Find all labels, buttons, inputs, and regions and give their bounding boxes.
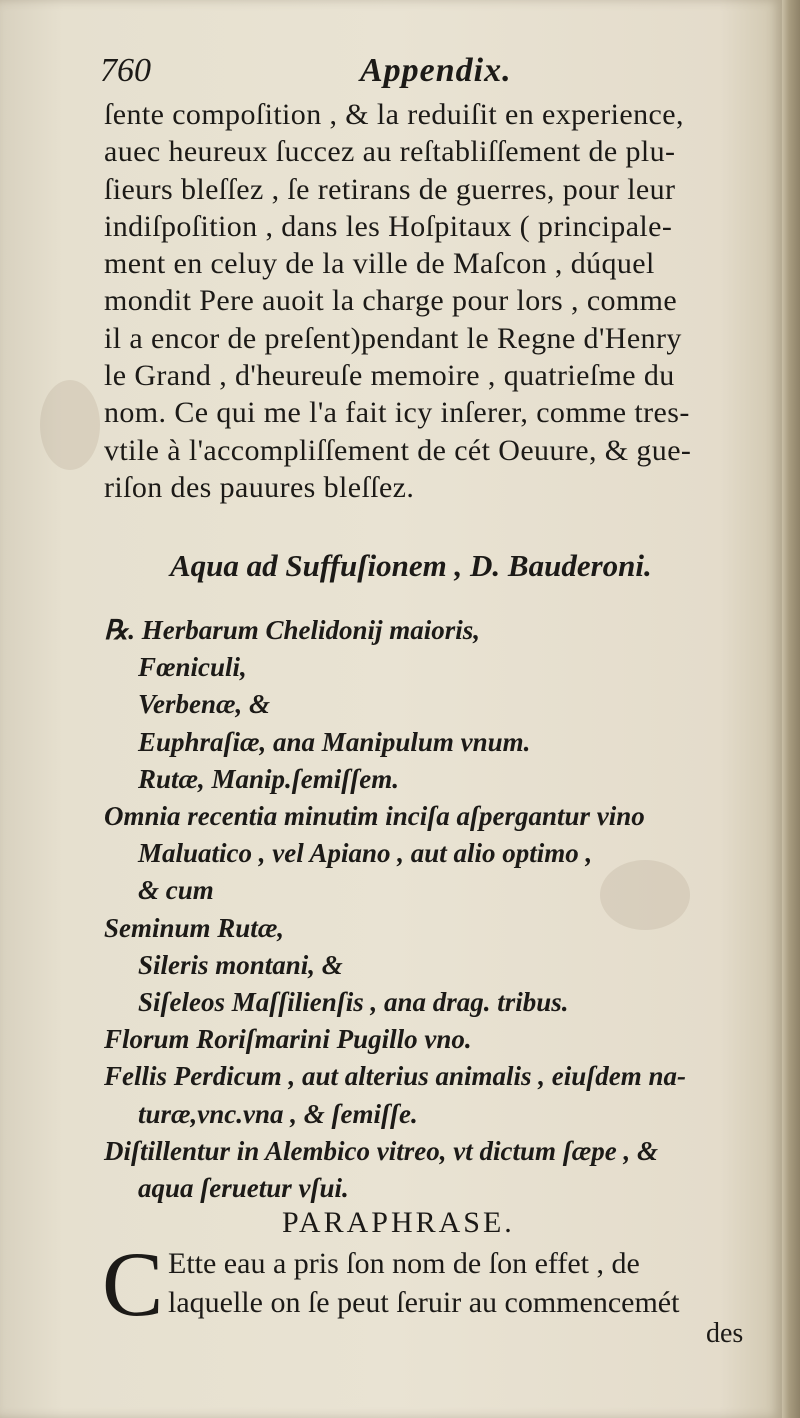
recipe-line: Fœniculi, [138, 652, 247, 683]
paper-stain [40, 380, 100, 470]
recipe-line: & cum [138, 875, 214, 906]
page-number: 760 [100, 52, 151, 89]
text-line: nom. Ce qui me l'a fait icy inſerer, comme tres- [104, 396, 690, 430]
paraphrase-heading: PARAPHRASE. [282, 1206, 515, 1239]
text-line: indiſpoſition , dans les Hoſpitaux ( principale- [104, 209, 673, 243]
text-line: le Grand , d'heureuſe memoire , quatrieſme du [104, 359, 675, 393]
header-title: Appendix. [360, 52, 512, 89]
recipe-line: Omnia recentia minutim inciſa aſpergantur vino [104, 801, 645, 832]
running-head [100, 52, 720, 96]
recipe-line: aqua ſeruetur vſui. [138, 1173, 349, 1204]
text-line: laquelle on ſe peut ſeruir au commencemét [168, 1286, 680, 1319]
recipe-line: Diſtillentur in Alembico vitreo, vt dictum ſæpe , & [104, 1135, 658, 1166]
recipe-line: Fellis Perdicum , aut alterius animalis , eiuſdem na- [104, 1061, 687, 1092]
body-paragraph [104, 96, 764, 506]
text-line: ſieurs bleſſez , ſe retirans de guerres, pour leur [104, 172, 676, 206]
recipe-line: ℞. Herbarum Chelidonij maioris, [104, 615, 481, 645]
text-line: ſente compoſition , & la reduiſit en experience, [104, 98, 684, 131]
drop-cap: C [102, 1233, 164, 1335]
text-line: mondit Pere auoit la charge pour lors , comme [104, 284, 678, 318]
text-line: Ette eau a pris ſon nom de ſon effet , de [168, 1247, 640, 1280]
recipe-list [104, 612, 764, 1207]
recipe-line: Rutæ, Manip.ſemiſſem. [138, 763, 399, 794]
text-line: vtile à l'accompliſſement de cét Oeuure, & gue- [104, 433, 692, 467]
text-line: il a encor de preſent)pendant le Regne d'Henry [104, 321, 682, 355]
recipe-line: Siſeleos Maſſilienſis , ana drag. tribus. [138, 987, 569, 1018]
text-line: riſon des pauures bleſſez. [104, 470, 415, 504]
recipe-line: Florum Roriſmarini Pugillo vno. [104, 1024, 472, 1055]
recipe-line: Euphraſiæ, ana Manipulum vnum. [138, 726, 531, 757]
recipe-line: Sileris montani, & [138, 949, 343, 980]
catchword: des [706, 1318, 744, 1349]
recipe-line: Verbenæ, & [138, 689, 271, 720]
section-heading: Aqua ad Suffuſionem , D. Bauderoni. [170, 548, 652, 583]
text-line: ment en celuy de la ville de Maſcon , dúquel [104, 247, 655, 281]
recipe-line: turæ,vnc.vna , & ſemiſſe. [138, 1098, 418, 1129]
recipe-line: Seminum Rutæ, [104, 912, 285, 943]
recipe-line: Maluatico , vel Apiano , aut alio optimo , [138, 838, 593, 869]
final-paragraph [168, 1244, 768, 1322]
text-line: auec heureux ſuccez au reſtabliſſement de plu- [104, 135, 676, 169]
